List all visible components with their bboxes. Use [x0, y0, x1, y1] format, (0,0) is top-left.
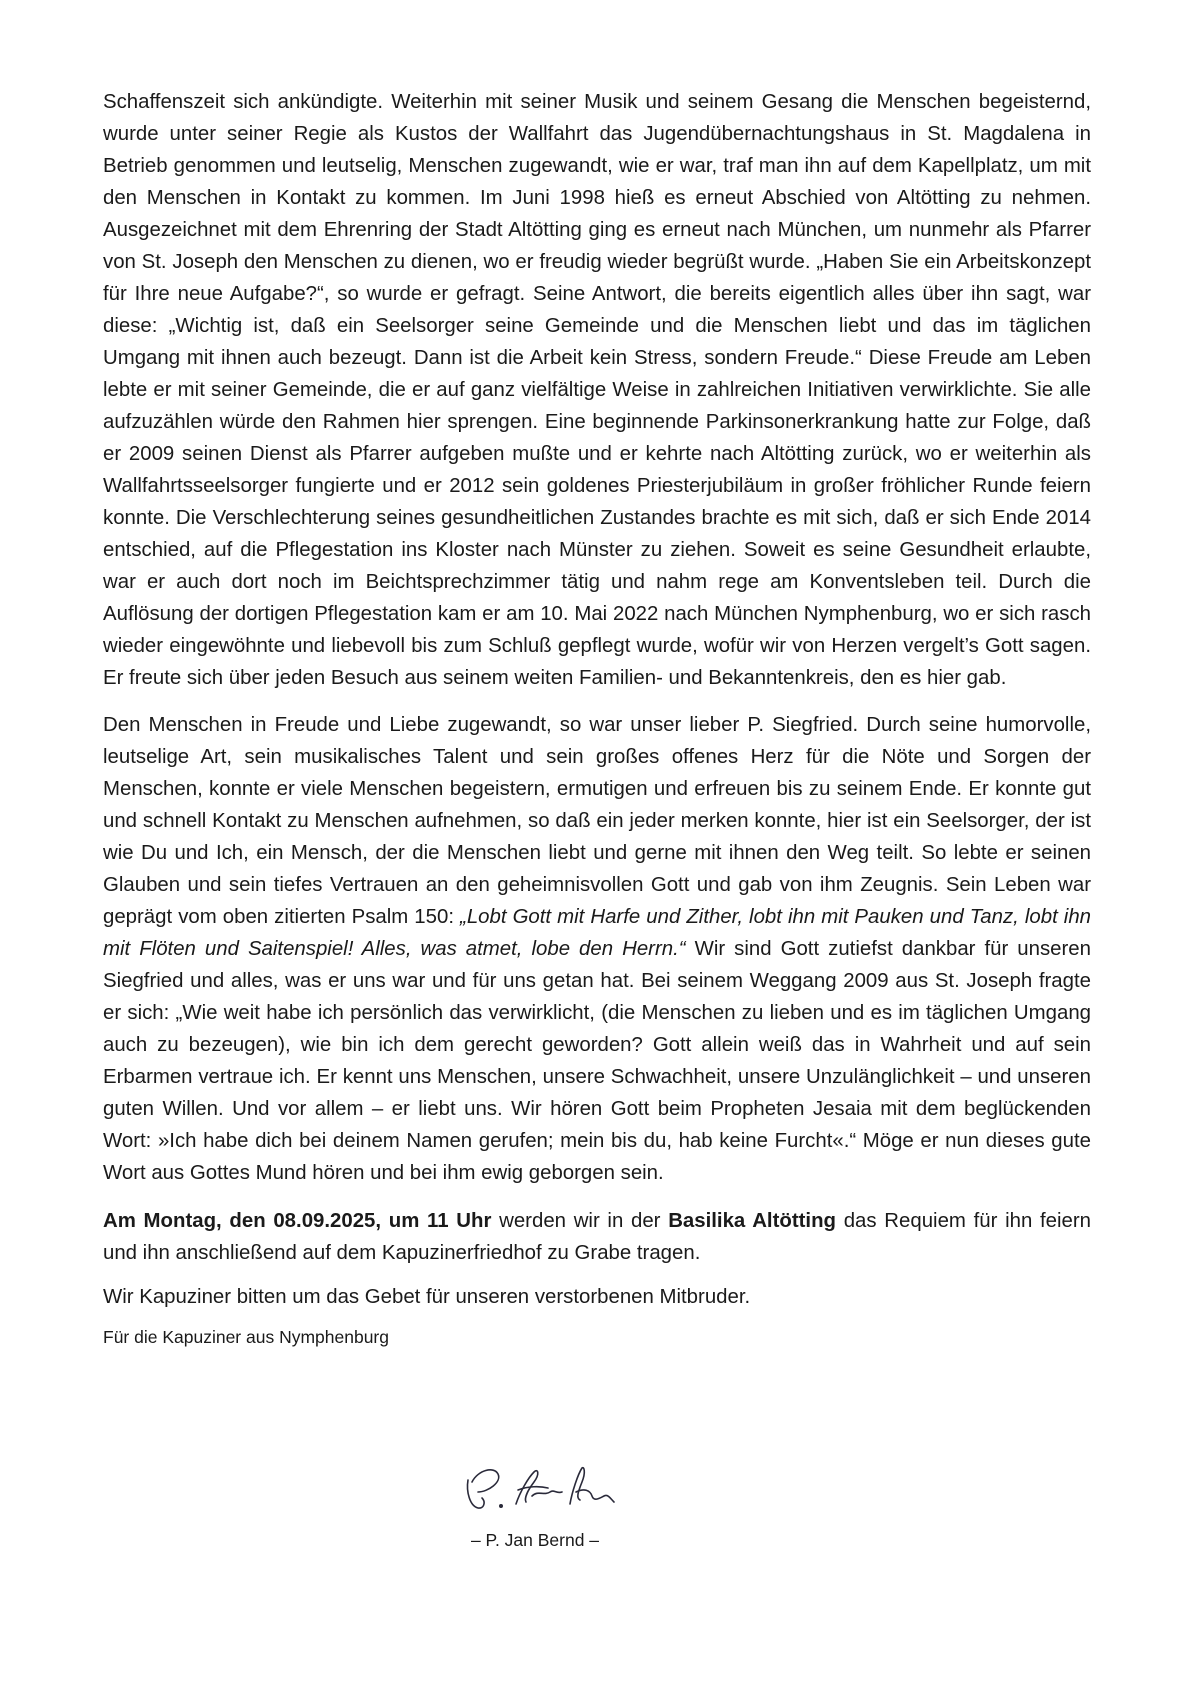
requiem-text-end: das Requiem für ihn feiern und ihn anschließend auf dem Kapuzinerfriedhof zu Grabe tragen. — [103, 1210, 1091, 1264]
paragraph-requiem — [103, 1205, 1091, 1269]
requiem-text-mid: werden wir in der — [491, 1210, 669, 1232]
requiem-date: Am Montag, den 08.09.2025, um 11 Uhr — [103, 1210, 492, 1232]
closing-line: Für die Kapuziner aus Nymphenburg — [103, 1327, 389, 1347]
paragraph-prayer-request: Wir Kapuziner bitten um das Gebet für unseren verstorbenen Mitbruder. — [103, 1286, 751, 1308]
document-body — [103, 86, 1091, 1349]
paragraph-biography: Schaffenszeit sich ankündigte. Weiterhin mit seiner Musik und seinem Gesang die Menschen begeisternd, wurde unter seiner Regie als Kustos der Wallfahrt das Jugendübernachtungshaus in St. Magdalena in Betrieb genommen und leutselig, Menschen zugewandt, wie er war, traf man ihn auf dem Kapellplatz, um mit den Menschen in Kontakt zu kommen. Im Juni 1998 hieß es erneut Abschied von Altötting zu nehmen. Ausgezeichnet mit dem Ehrenring der Stadt Altötting ging es erneut nach München, um nunmehr als Pfarrer von St. Joseph den Menschen zu dienen, wo er freudig wieder begrüßt wurde. „Haben Sie ein Arbeitskonzept für Ihre neue Aufgabe?“, so wurde er gefragt. Seine Antwort, die bereits eigentlich alles über ihn sagt, war diese: „Wichtig ist, daß ein Seelsorger seine Gemeinde und die Menschen liebt und das im täglichen Umgang mit ihnen auch bezeugt. Dann ist die Arbeit kein Stress, sondern Freude.“ Diese Freude am Leben lebte er mit seiner Gemeinde, die er auf ganz vielfältige Weise in zahlreichen Initiativen verwirklichte. Sie alle aufzuzählen würde den Rahmen hier sprengen. Eine beginnende Parkinsonerkrankung hatte zur Folge, daß er 2009 seinen Dienst als Pfarrer aufgeben mußte und er kehrte nach Altötting zurück, wo er weiterhin als Wallfahrtsseelsorger fungierte und er 2012 sein goldenes Priesterjubiläum in großer fröhlicher Runde feiern konnte. Die Verschlechterung seines gesundheitlichen Zustandes brachte es mit sich, daß er sich Ende 2014 entschied, auf die Pflegestation ins Kloster nach Münster zu ziehen. Soweit es seine Gesundheit erlaubte, war er auch dort noch im Beichtsprechzimmer tätig und nahm rege am Konventsleben teil. Durch die Auflösung der dortigen Pflegestation kam er am 10. Mai 2022 nach München Nymphenburg, wo er sich rasch wieder eingewöhnte und liebevoll bis zum Schluß gepflegt wurde, wofür wir von Herzen vergelt’s Gott sagen. Er freute sich über jeden Besuch aus seinem weiten Familien- und Bekanntenkreis, den es hier gab. — [103, 91, 1091, 689]
handwritten-signature — [458, 1452, 618, 1516]
tribute-text-before-quote: Den Menschen in Freude und Liebe zugewandt, so war unser lieber P. Siegfried. Durch seine humorvolle, leutselige Art, sein musikalisches Talent und sein großes offenes Herz für die Nöte und Sorgen der Menschen, konnte er viele Menschen begeistern, ermutigen und erfreuen bis zu seinem Ende. Er konnte gut und schnell Kontakt zu Menschen aufnehmen, so daß ein jeder merken konnte, hier ist ein Seelsorger, der ist wie Du und Ich, ein Mensch, der die Menschen liebt und gerne mit ihnen den Weg teilt. So lebte er seinen Glauben und sein tiefes Vertrauen an den geheimnisvollen Gott und gab von ihm Zeugnis. Sein Leben war geprägt vom oben zitierten Psalm 150: — [103, 714, 1091, 928]
signer-name: – P. Jan Bernd – — [470, 1530, 600, 1550]
paragraph-tribute — [103, 709, 1091, 1189]
requiem-place: Basilika Altötting — [668, 1210, 837, 1232]
tribute-text-after-quote: Wir sind Gott zutiefst dankbar für unseren Siegfried und alles, was er uns war und für uns getan hat. Bei seinem Weggang 2009 aus St. Joseph fragte er sich: „Wie weit habe ich persönlich das verwirklicht, (die Menschen zu lieben und es im täglichen Umgang auch zu bezeugen), wie bin ich dem gerecht geworden? Gott allein weiß das in Wahrheit und auf sein Erbarmen vertraue ich. Er kennt uns Menschen, unsere Schwachheit, unsere Unzulänglichkeit – und unseren guten Willen. Und vor allem – er liebt uns. Wir hören Gott beim Propheten Jesaia mit dem beglückenden Wort: »Ich habe dich bei deinem Namen gerufen; mein bis du, hab keine Furcht«.“ Möge er nun dieses gute Wort aus Gottes Mund hören und bei ihm ewig geborgen sein. — [103, 938, 1091, 1184]
psalm-quote: „Lobt Gott mit Harfe und Zither, lobt ihn mit Pauken und Tanz, lobt ihn mit Flöten und Saitenspiel! Alles, was atmet, lobe den Herrn.“ — [103, 906, 1091, 960]
